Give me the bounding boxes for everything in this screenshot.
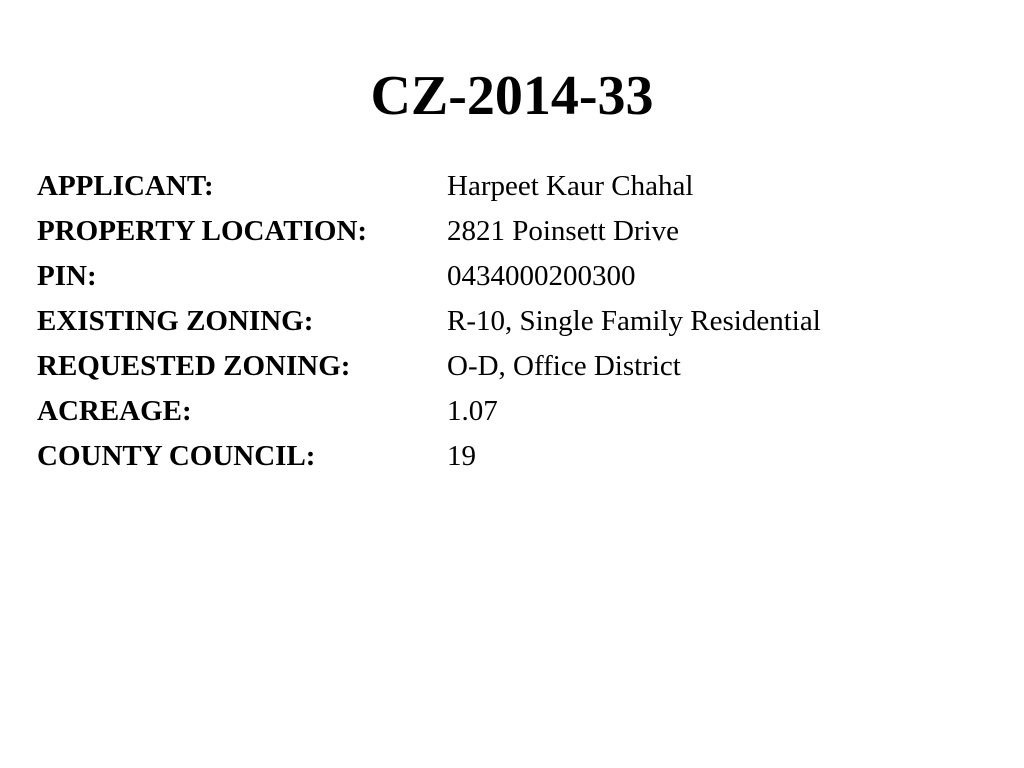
applicant-label: APPLICANT:	[37, 170, 214, 202]
property-location-row	[37, 209, 997, 254]
existing-zoning-value: R-10, Single Family Residential	[447, 305, 821, 337]
pin-row	[37, 254, 997, 299]
applicant-row	[37, 164, 997, 209]
acreage-row	[37, 389, 997, 434]
county-council-row	[37, 434, 997, 479]
property-location-value: 2821 Poinsett Drive	[447, 215, 679, 247]
requested-zoning-value: O-D, Office District	[447, 350, 681, 382]
case-details	[37, 164, 997, 479]
existing-zoning-label: EXISTING ZONING:	[37, 305, 314, 337]
property-location-label: PROPERTY LOCATION:	[37, 215, 368, 247]
acreage-value: 1.07	[447, 395, 498, 427]
acreage-label: ACREAGE:	[37, 395, 192, 427]
case-title: CZ-2014-33	[370, 65, 654, 127]
requested-zoning-label: REQUESTED ZONING:	[37, 350, 351, 382]
requested-zoning-row	[37, 344, 997, 389]
county-council-value: 19	[447, 440, 476, 472]
pin-label: PIN:	[37, 260, 97, 292]
existing-zoning-row	[37, 299, 997, 344]
county-council-label: COUNTY COUNCIL:	[37, 440, 316, 472]
applicant-value: Harpeet Kaur Chahal	[447, 170, 694, 202]
pin-value: 0434000200300	[447, 260, 636, 292]
